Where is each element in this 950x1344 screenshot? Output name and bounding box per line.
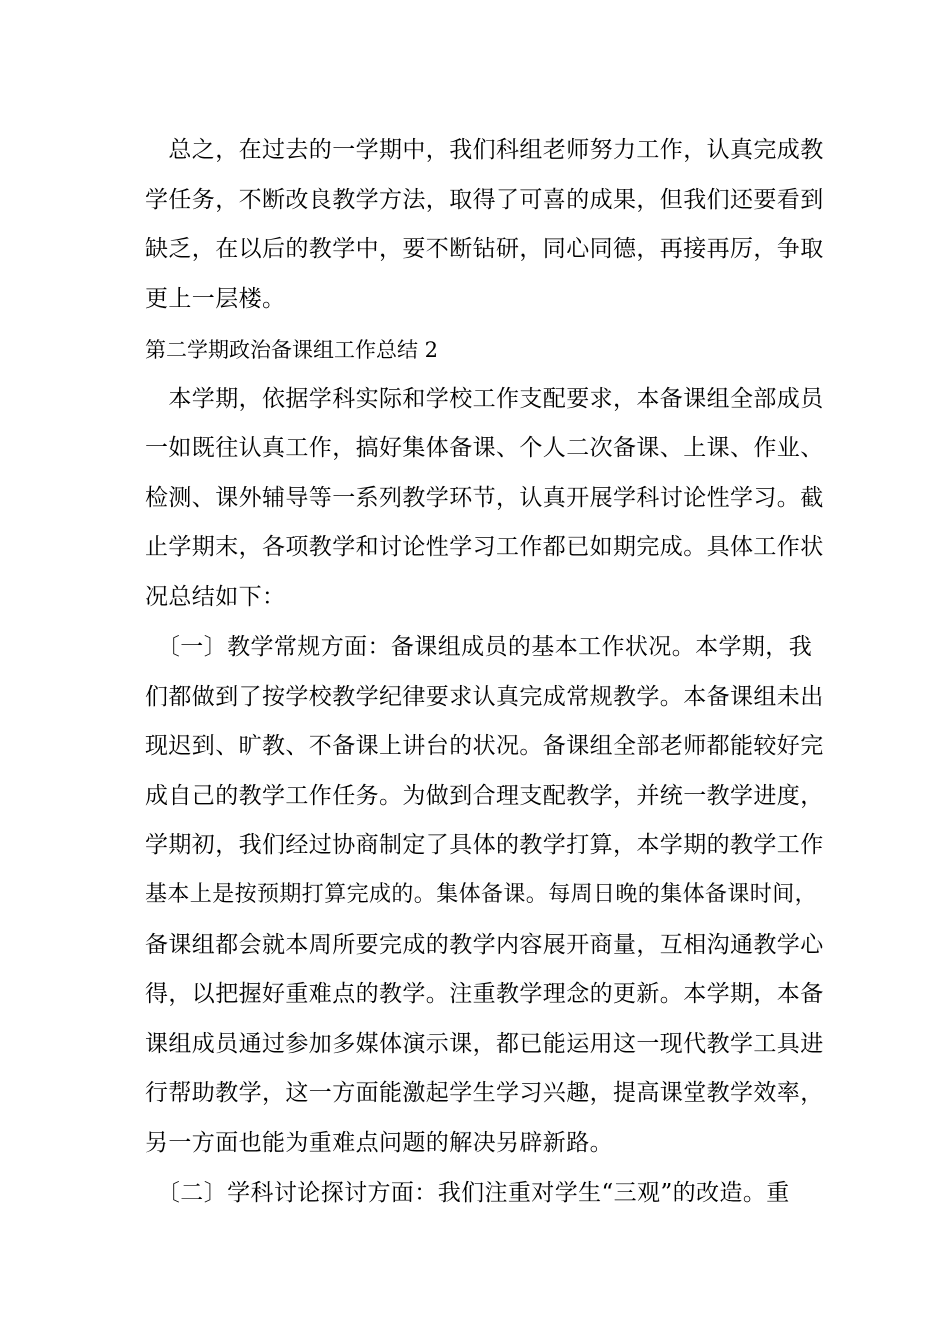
- paragraph-line: 更上一层楼。: [145, 286, 286, 312]
- paragraph-line: 们都做到了按学校教学纪律要求认真完成常规教学。本备课组未出: [145, 684, 824, 710]
- paragraph-line: 一如既往认真工作，搞好集体备课、个人二次备课、上课、作业、: [145, 435, 824, 461]
- paragraph-line: 学任务，不断改良教学方法，取得了可喜的成果，但我们还要看到: [145, 187, 824, 213]
- paragraph-line: 成自己的教学工作任务。为做到合理支配教学，并统一教学进度，: [145, 783, 824, 809]
- paragraph-line: 基本上是按预期打算完成的。集体备课。每周日晚的集体备课时间，: [145, 882, 818, 907]
- paragraph-line: 况总结如下：: [145, 584, 286, 610]
- paragraph-line: 〔一〕教学常规方面：备课组成员的基本工作状况。本学期，我: [145, 634, 813, 660]
- section-heading: 第二学期政治备课组工作总结 2: [145, 338, 439, 362]
- paragraph-line: 行帮助教学，这一方面能激起学生学习兴趣，提高课堂教学效率，: [145, 1080, 824, 1106]
- paragraph-line: 止学期末，各项教学和讨论性学习工作都已如期完成。具体工作状: [145, 534, 824, 560]
- paragraph-line: 总之，在过去的一学期中，我们科组老师努力工作，认真完成教: [145, 137, 824, 163]
- paragraph-line: 备课组都会就本周所要完成的教学内容展开商量，互相沟通教学心: [145, 932, 824, 958]
- paragraph-line: 现迟到、旷教、不备课上讲台的状况。备课组全部老师都能较好完: [145, 733, 824, 759]
- paragraph-line: 得，以把握好重难点的教学。注重教学理念的更新。本学期，本备: [145, 981, 824, 1007]
- paragraph-line: 学期初，我们经过协商制定了具体的教学打算，本学期的教学工作: [145, 832, 824, 858]
- paragraph-line: 另一方面也能为重难点问题的解决另辟新路。: [145, 1130, 613, 1156]
- paragraph-line: 缺乏，在以后的教学中，要不断钻研，同心同德，再接再厉，争取: [145, 236, 824, 262]
- paragraph-line: 课组成员通过参加多媒体演示课，都已能运用这一现代教学工具进: [145, 1031, 824, 1057]
- paragraph-line: 检测、课外辅导等一系列教学环节，认真开展学科讨论性学习。截: [145, 485, 824, 511]
- paragraph-line: 〔二〕学科讨论探讨方面：我们注重对学生“三观”的改造。重: [145, 1180, 790, 1206]
- paragraph-line: 本学期，依据学科实际和学校工作支配要求，本备课组全部成员: [145, 386, 824, 412]
